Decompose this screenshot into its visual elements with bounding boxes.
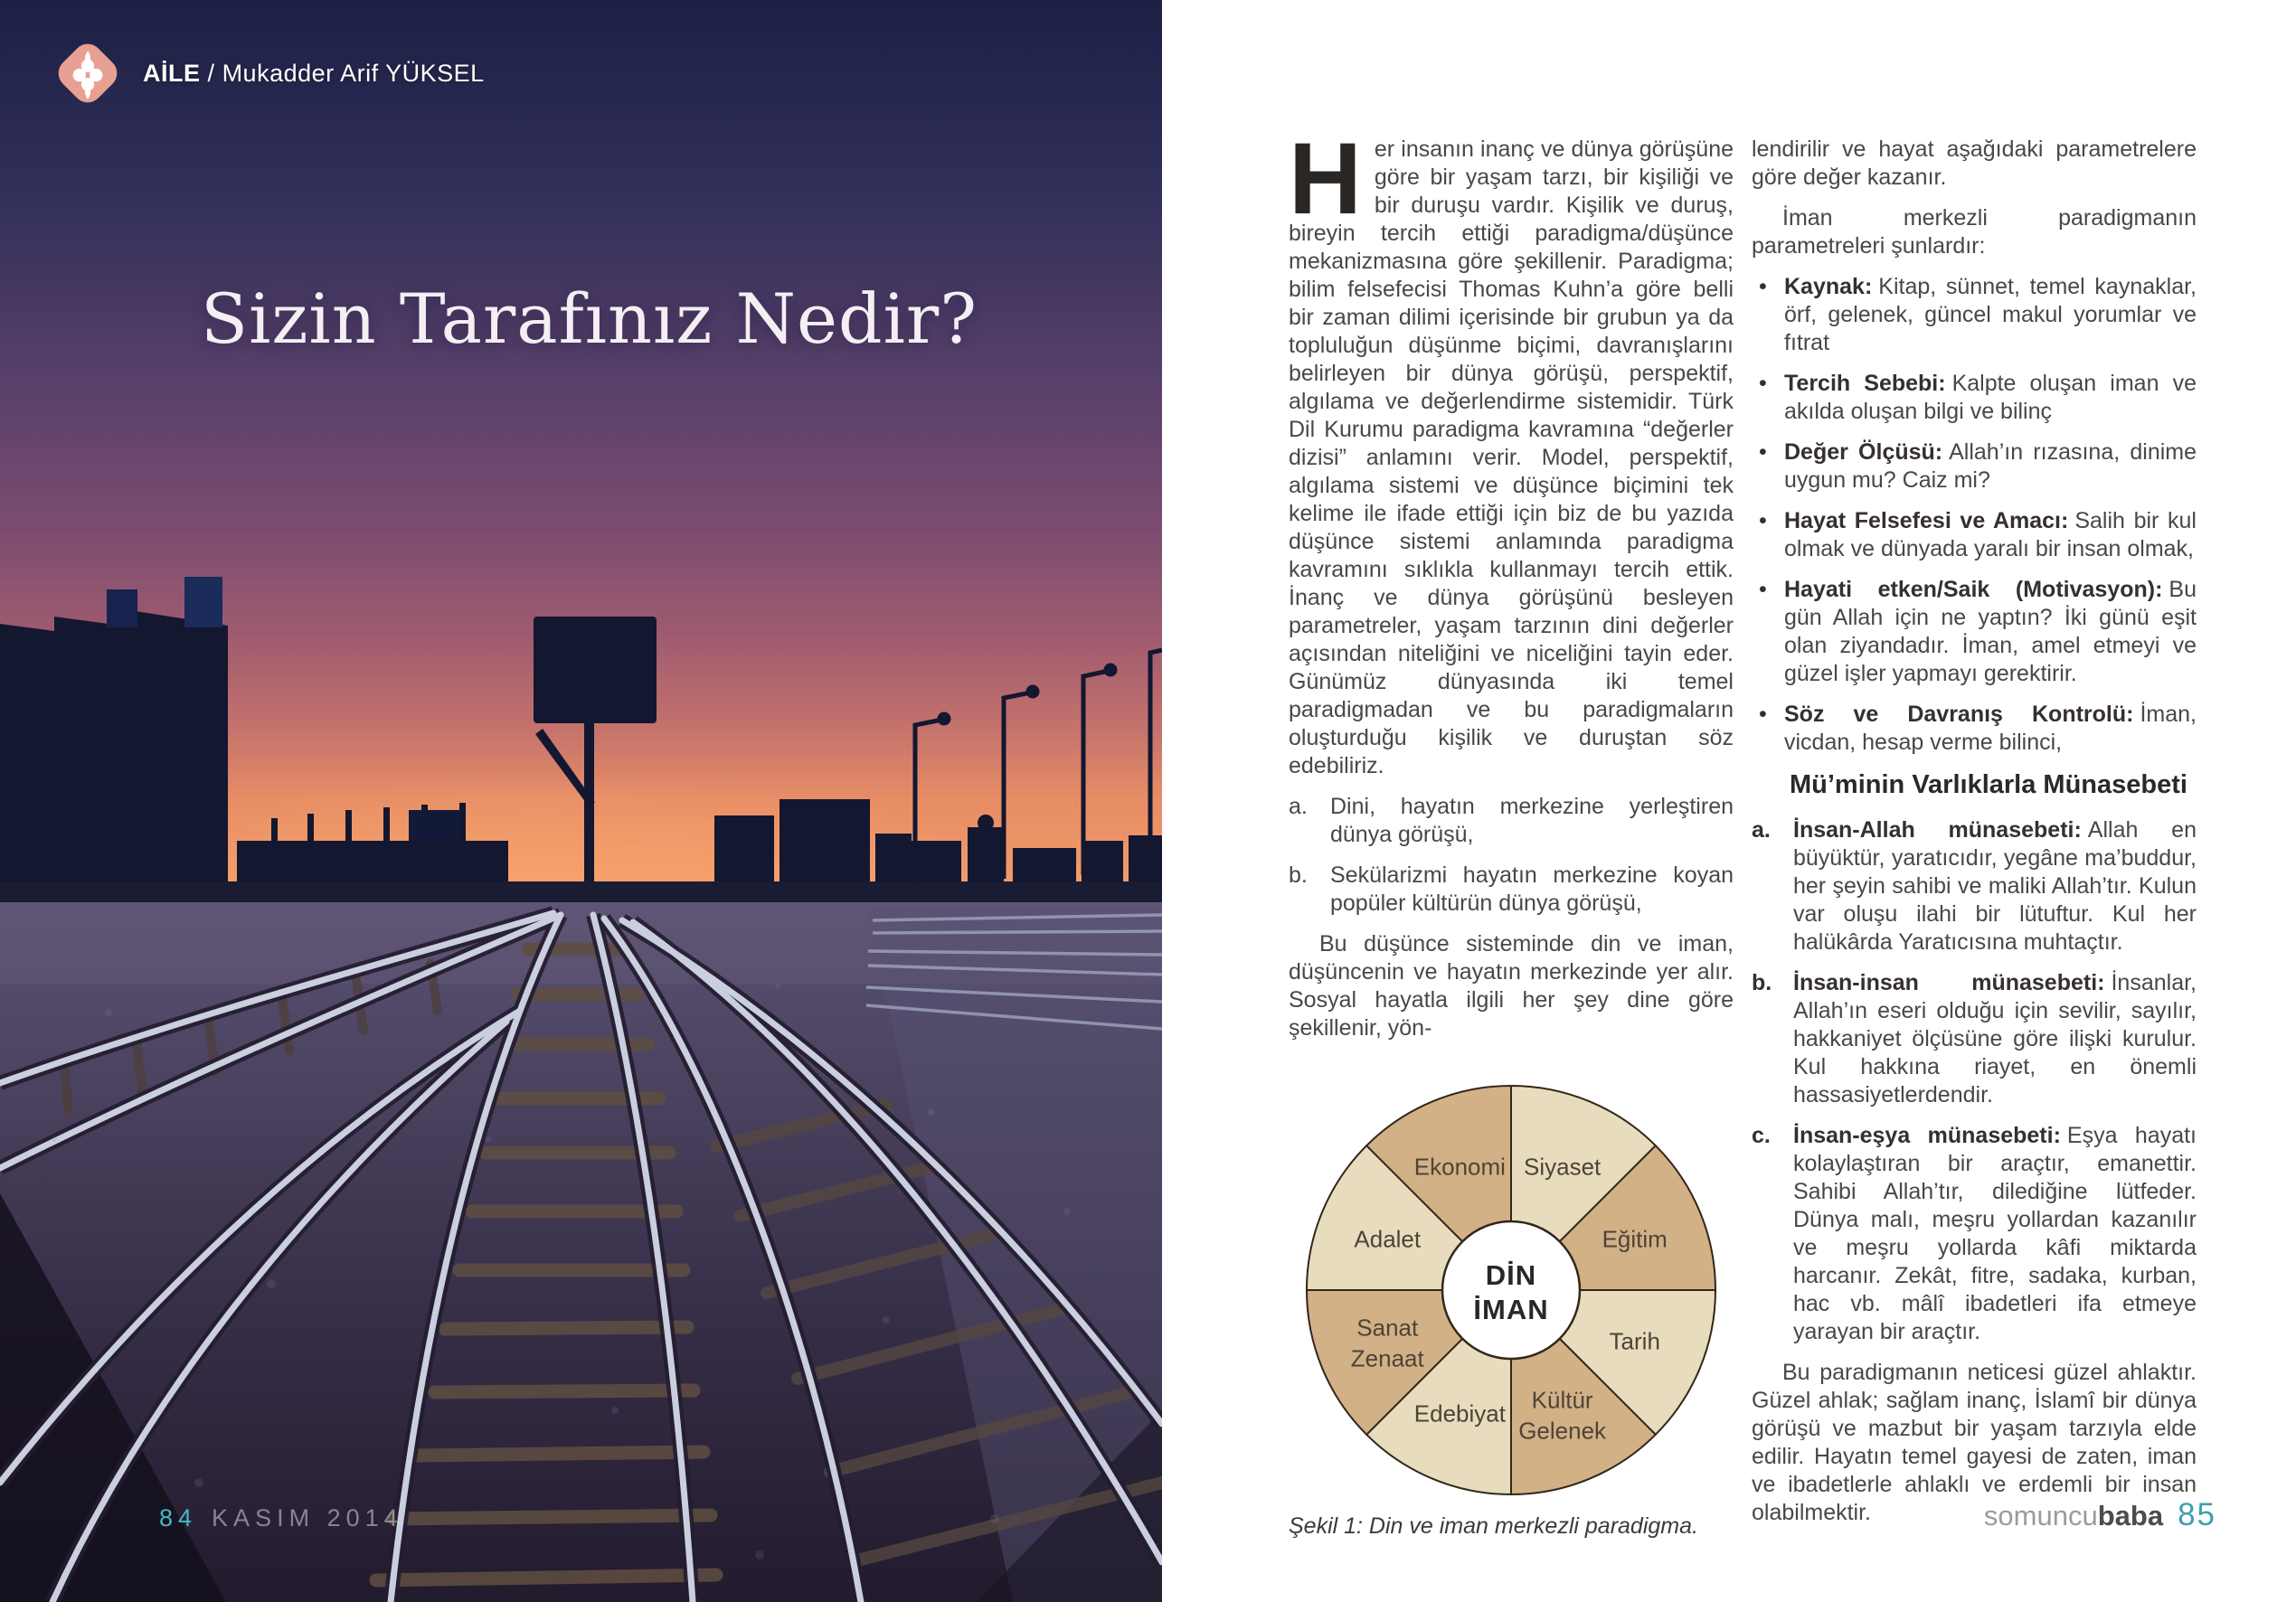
bullet-label: Söz ve Davranış Kontrolü:: [1784, 702, 2134, 727]
right-page-footer: [1984, 1497, 2216, 1533]
list-text: [1793, 1122, 2197, 1346]
paragraph: İman merkezli paradigmanın parametreleri şunlardır:: [1752, 205, 2197, 259]
list-body: İnsanlar, Allah’ın eseri olduğu için sevilir, sayılır, hakkaniyet ölçüsüne göre ilişki kurulur. Kul hakkına riayet, en önemli hassasiyetlerdendir.: [1793, 970, 2197, 1107]
magazine-brand-bold: baba: [2097, 1500, 2164, 1531]
section-name: AİLE: [143, 59, 201, 87]
list-text: [1793, 816, 2197, 956]
list-text: Sekülarizmi hayatın merkezine koyan popüler kültürün dünya görüşü,: [1330, 862, 1734, 916]
list-marker: b.: [1289, 862, 1308, 888]
pie-center-label: DİN İMAN: [1473, 1259, 1549, 1325]
issue-date: KASIM 2014: [212, 1504, 403, 1531]
article-column-2: [1752, 136, 2197, 1540]
list-item: [1752, 1122, 2197, 1346]
article-page: [1162, 0, 2296, 1602]
bullet-text: Bu gün Allah için ne yaptın? İki günü eşit olan ziyandadır. İman, amel etmeyi ve güzel işler yapmayı gerektirir.: [1784, 577, 2197, 686]
pie-segment-label: Adalet: [1354, 1225, 1422, 1253]
bullet-item: [1752, 507, 2197, 563]
figure-1: [1289, 1082, 1734, 1541]
left-page-footer: [159, 1504, 403, 1532]
dropcap: H: [1289, 122, 1362, 235]
right-page-number: 85: [2178, 1497, 2216, 1532]
section-subheading: Mü’minin Varlıklarla Münasebeti: [1790, 770, 2187, 799]
bullet-item: [1752, 273, 2197, 357]
bullet-text: Salih bir kul olmak ve dünyada yaralı bir insan olmak,: [1784, 508, 2197, 561]
bullet-label: Tercih Sebebi:: [1784, 371, 1946, 396]
figure-caption: Şekil 1: Din ve iman merkezli paradigma.: [1289, 1513, 1698, 1539]
article-title: Sizin Tarafınız Nedir?: [201, 278, 978, 359]
list-item: [1752, 816, 2197, 956]
list-marker: b.: [1752, 970, 1772, 995]
lead-text: er insanın inanç ve dünya görüşüne göre bir yaşam tarzı, bir kişiliği ve bir duruşu vardır. Kişilik ve duruş, bireyin tercih ettiği paradigma/düşünce mekanizmasına göre şekillenir. Paradigma; bilim felsefecisi Thomas Kuhn’a göre belli bir zaman dilimi içerisinde bir grubun ya da topluluğun düşünme biçimi, davranışlarını belirleyen bir dünya görüşü, perspektif, algılama ve değerlendirme sistemidir. Türk Dil Kurumu paradigma kavramına “değerler dizisi” anlamını verir. Model, perspektif, algılama sistemi ve düşünce biçimini tek kelime ile ifade ettiği için biz de bu yazıda düşünce sistemi anlamında paradigma kavramını sıklıkla kullanmayı tercih ettik. İnanç ve dünya görüşünü besleyen parametreler, yaşam tarzının dini değerler açısından niteliğini ve niceliğini tayin eder. Günümüz dünyasında iki temel paradigmadan ve bu paradigmaların oluşturduğu kişilik ve duruştan söz edebiliriz.: [1289, 137, 1734, 778]
list-item: [1752, 969, 2197, 1109]
paragraph: lendirilir ve hayat aşağıdaki parametrelere göre değer kazanır.: [1752, 137, 2197, 190]
bullet-label: Hayat Felsefesi ve Amacı:: [1784, 508, 2069, 533]
list-marker: a.: [1752, 817, 1771, 843]
magazine-brand: somuncu: [1983, 1500, 2098, 1531]
din-iman-pie-chart: [1303, 1082, 1719, 1498]
separator: /: [207, 59, 215, 87]
bullet-text: Allah’ın rızasına, dinime uygun mu? Caiz mi?: [1784, 439, 2197, 493]
bullet-item: [1752, 576, 2197, 688]
bullet-label: Kaynak:: [1784, 274, 1873, 299]
section-byline: [143, 60, 485, 88]
author-name: Mukadder Arif YÜKSEL: [222, 59, 485, 87]
list-label: İnsan-insan münasebeti:: [1793, 970, 2105, 995]
pie-segment-label: Tarih: [1609, 1327, 1660, 1355]
cover-header: [51, 36, 485, 110]
list-text: [1793, 969, 2197, 1109]
left-page-number: 84: [159, 1504, 198, 1531]
list-marker: c.: [1752, 1123, 1771, 1148]
bullet-label: Değer Ölçüsü:: [1784, 439, 1943, 465]
aile-section-icon: [51, 36, 125, 110]
bullet-text: Kalpte oluşan iman ve akılda oluşan bilgi ve bilinç: [1784, 371, 2197, 424]
pie-segment-label: Sanat Zenaat: [1350, 1314, 1424, 1372]
paragraph: Bu paradigmanın neticesi güzel ahlaktır. Güzel ahlak; sağlam inanç, İslamî bir dünya görüşü ve mazbut bir yaşam tarzıyla elde edilir. Hayatın temel gayesi de zaten, iman ve ibadetlerle ahlaklı ve erdemli bir insan olabilmektir.: [1752, 1360, 2197, 1525]
paragraph: Bu düşünce sisteminde din ve iman, düşüncenin ve hayatın merkezinde yer alır. Sosyal hayatla ilgili her şey dine göre şekillenir, yön-: [1289, 931, 1734, 1041]
list-item: [1289, 862, 1734, 918]
list-text: Dini, hayatın merkezine yerleştiren dünya görüşü,: [1330, 794, 1734, 847]
pie-segment-label: Kültür Gelenek: [1518, 1386, 1607, 1445]
list-body: Eşya hayatı kolaylaştıran bir araçtır, emanettir. Sahibi Allah’tır, dilediğine lütfeder. Dünya malı, meşru yollardan kazanılır ve meşru yollarda kâfi miktarda harcanır. Zekât, fitre, sadaka, kurban, hac vb. mâlî ibadetleri ifa etmeye yarayan bir araçtır.: [1793, 1123, 2197, 1344]
bullet-item: [1752, 701, 2197, 757]
list-label: İnsan-Allah münasebeti:: [1793, 817, 2082, 843]
lead-paragraph: [1289, 122, 1734, 780]
list-label: İnsan-eşya münasebeti:: [1793, 1123, 2061, 1148]
list-marker: a.: [1289, 794, 1308, 819]
bullet-item: [1752, 370, 2197, 426]
list-body: Allah en büyüktür, yaratıcıdır, yegâne ma’buddur, her şeyin sahibi ve maliki Allah’tır. Kulun var oluşu ilahi bir lütuftur. Kul her halükârda Yaratıcısına muhtaçtır.: [1793, 817, 2197, 955]
pie-segment-label: Edebiyat: [1413, 1399, 1506, 1428]
pie-segment-label: Siyaset: [1524, 1153, 1602, 1181]
article-column-1: [1289, 122, 1734, 1541]
parameter-list: [1752, 273, 2197, 757]
bullet-item: [1752, 438, 2197, 495]
pie-segment-label: Ekonomi: [1413, 1153, 1506, 1181]
pie-segment-label: Eğitim: [1602, 1225, 1668, 1253]
bullet-text: Kitap, sünnet, temel kaynaklar, örf, gelenek, güncel makul yorumlar ve fıtrat: [1784, 274, 2197, 355]
billboard-silhouette: [534, 617, 657, 723]
bullet-text: İman, vicdan, hesap verme bilinci,: [1784, 702, 2197, 755]
bullet-label: Hayati etken/Saik (Motivasyon):: [1784, 577, 2163, 602]
list-item: [1289, 793, 1734, 849]
